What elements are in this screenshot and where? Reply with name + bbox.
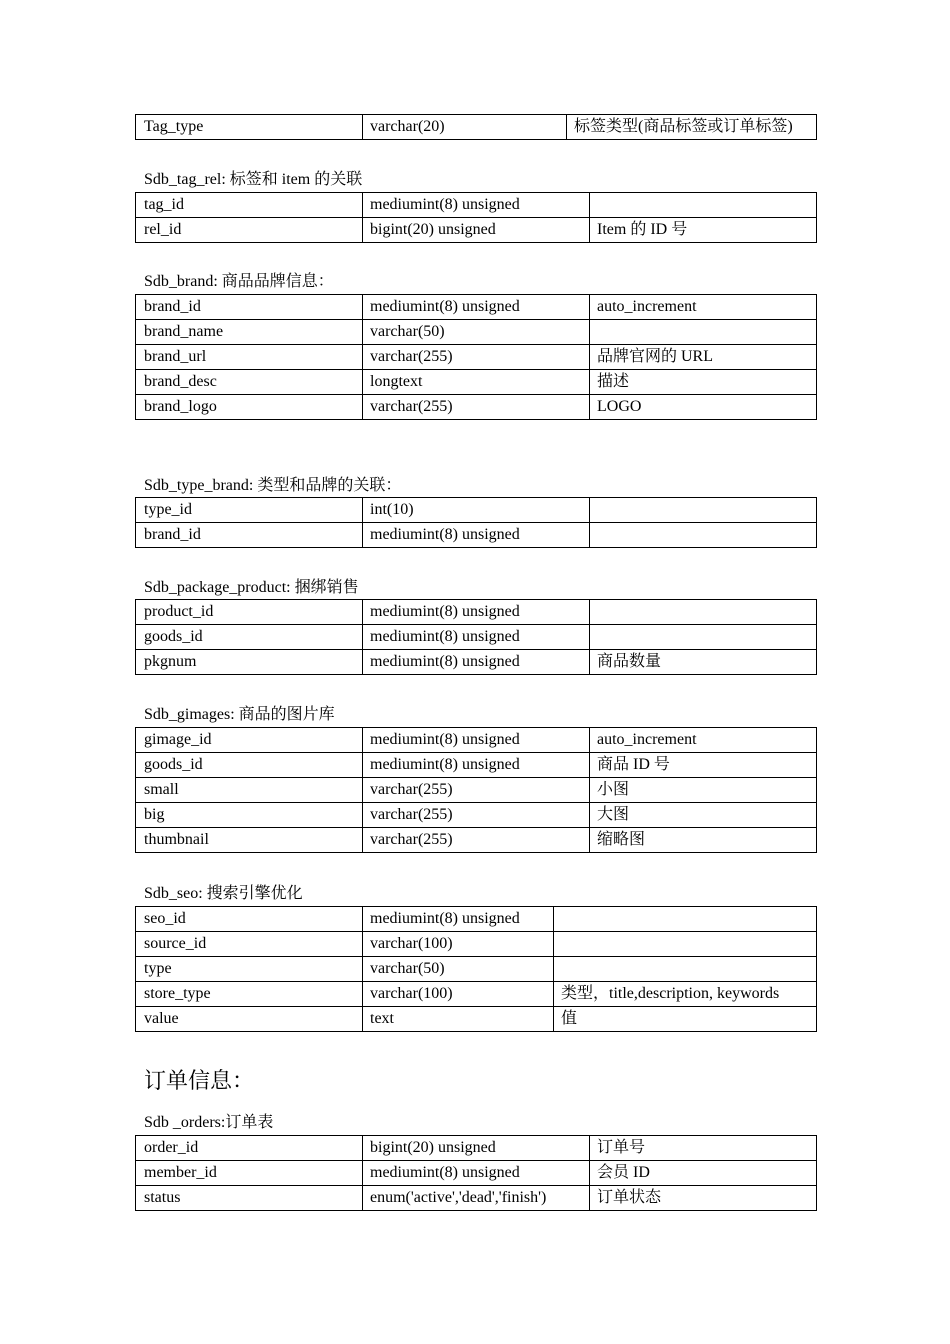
field-type: mediumint(8) unsigned bbox=[363, 625, 590, 650]
field-description: 值 bbox=[554, 1007, 817, 1032]
field-description: 类型，title,description, keywords bbox=[554, 982, 817, 1007]
field-type: varchar(50) bbox=[363, 320, 590, 345]
field-type: enum('active','dead','finish') bbox=[363, 1186, 590, 1211]
field-description: auto_increment bbox=[590, 295, 817, 320]
field-name: brand_name bbox=[136, 320, 363, 345]
field-description: 会员 ID bbox=[590, 1161, 817, 1186]
field-type: mediumint(8) unsigned bbox=[363, 295, 590, 320]
field-description: 大图 bbox=[590, 803, 817, 828]
field-name: brand_logo bbox=[136, 395, 363, 420]
field-name: brand_url bbox=[136, 345, 363, 370]
field-type: mediumint(8) unsigned bbox=[363, 753, 590, 778]
table-row bbox=[136, 193, 817, 218]
field-name: type_id bbox=[136, 498, 363, 523]
field-description: 描述 bbox=[590, 370, 817, 395]
table-row bbox=[136, 523, 817, 548]
field-type: mediumint(8) unsigned bbox=[363, 193, 590, 218]
field-description bbox=[554, 907, 817, 932]
field-name: big bbox=[136, 803, 363, 828]
field-type: varchar(255) bbox=[363, 395, 590, 420]
table-row bbox=[136, 728, 817, 753]
table-row bbox=[136, 753, 817, 778]
field-description bbox=[554, 957, 817, 982]
tag-table-continued bbox=[135, 114, 817, 140]
field-description: 小图 bbox=[590, 778, 817, 803]
field-description bbox=[590, 498, 817, 523]
table-caption-type-brand: Sdb_type_brand: 类型和品牌的关联： bbox=[144, 477, 402, 494]
field-description: 订单号 bbox=[590, 1136, 817, 1161]
section-heading-orders: 订单信息： bbox=[144, 1068, 255, 1093]
table-row bbox=[136, 932, 817, 957]
table-caption-orders: Sdb _orders:订单表 bbox=[144, 1114, 274, 1131]
field-name: product_id bbox=[136, 600, 363, 625]
table-row bbox=[136, 1136, 817, 1161]
table-row bbox=[136, 600, 817, 625]
field-name: member_id bbox=[136, 1161, 363, 1186]
field-type: mediumint(8) unsigned bbox=[363, 728, 590, 753]
table-row bbox=[136, 778, 817, 803]
field-type: varchar(255) bbox=[363, 803, 590, 828]
field-description: 标签类型(商品标签或订单标签) bbox=[567, 115, 817, 140]
table-row bbox=[136, 1186, 817, 1211]
field-type: varchar(100) bbox=[363, 932, 554, 957]
field-description bbox=[590, 193, 817, 218]
table-caption-seo: Sdb_seo: 搜索引擎优化 bbox=[144, 885, 303, 902]
field-type: longtext bbox=[363, 370, 590, 395]
table-row bbox=[136, 498, 817, 523]
field-type: varchar(20) bbox=[363, 115, 567, 140]
seo-table bbox=[135, 906, 817, 1032]
field-description: 商品 ID 号 bbox=[590, 753, 817, 778]
field-description bbox=[590, 600, 817, 625]
field-name: small bbox=[136, 778, 363, 803]
brand-table bbox=[135, 294, 817, 420]
table-row bbox=[136, 395, 817, 420]
table-row bbox=[136, 345, 817, 370]
field-name: thumbnail bbox=[136, 828, 363, 853]
field-description: 缩略图 bbox=[590, 828, 817, 853]
field-type: varchar(50) bbox=[363, 957, 554, 982]
table-row bbox=[136, 982, 817, 1007]
gimages-table bbox=[135, 727, 817, 853]
table-row bbox=[136, 218, 817, 243]
table-row bbox=[136, 828, 817, 853]
field-name: store_type bbox=[136, 982, 363, 1007]
table-row bbox=[136, 320, 817, 345]
field-description: 商品数量 bbox=[590, 650, 817, 675]
field-name: type bbox=[136, 957, 363, 982]
field-name: gimage_id bbox=[136, 728, 363, 753]
field-description: 品牌官网的 URL bbox=[590, 345, 817, 370]
table-caption-tag-rel: Sdb_tag_rel: 标签和 item 的关联 bbox=[144, 171, 363, 188]
field-name: pkgnum bbox=[136, 650, 363, 675]
field-name: brand_id bbox=[136, 523, 363, 548]
field-description: 订单状态 bbox=[590, 1186, 817, 1211]
field-type: mediumint(8) unsigned bbox=[363, 1161, 590, 1186]
table-row bbox=[136, 1007, 817, 1032]
package-product-table bbox=[135, 599, 817, 675]
orders-table bbox=[135, 1135, 817, 1211]
table-row bbox=[136, 650, 817, 675]
field-name: brand_desc bbox=[136, 370, 363, 395]
table-row bbox=[136, 957, 817, 982]
table-row bbox=[136, 907, 817, 932]
table-row bbox=[136, 1161, 817, 1186]
field-type: mediumint(8) unsigned bbox=[363, 600, 590, 625]
field-name: status bbox=[136, 1186, 363, 1211]
field-type: varchar(100) bbox=[363, 982, 554, 1007]
table-caption-gimages: Sdb_gimages: 商品的图片库 bbox=[144, 706, 335, 723]
field-description bbox=[590, 625, 817, 650]
table-row bbox=[136, 295, 817, 320]
field-type: mediumint(8) unsigned bbox=[363, 907, 554, 932]
table-caption-brand: Sdb_brand: 商品品牌信息： bbox=[144, 273, 334, 290]
field-name: seo_id bbox=[136, 907, 363, 932]
field-name: goods_id bbox=[136, 625, 363, 650]
field-type: text bbox=[363, 1007, 554, 1032]
field-type: mediumint(8) unsigned bbox=[363, 523, 590, 548]
field-name: brand_id bbox=[136, 295, 363, 320]
field-type: mediumint(8) unsigned bbox=[363, 650, 590, 675]
field-type: bigint(20) unsigned bbox=[363, 1136, 590, 1161]
field-type: varchar(255) bbox=[363, 778, 590, 803]
field-description bbox=[554, 932, 817, 957]
field-type: varchar(255) bbox=[363, 828, 590, 853]
type-brand-table bbox=[135, 497, 817, 548]
field-name: rel_id bbox=[136, 218, 363, 243]
field-name: goods_id bbox=[136, 753, 363, 778]
field-name: value bbox=[136, 1007, 363, 1032]
table-row bbox=[136, 115, 817, 140]
field-description bbox=[590, 320, 817, 345]
table-row bbox=[136, 803, 817, 828]
tag-rel-table bbox=[135, 192, 817, 243]
field-description bbox=[590, 523, 817, 548]
field-description: auto_increment bbox=[590, 728, 817, 753]
field-name: Tag_type bbox=[136, 115, 363, 140]
table-caption-package-product: Sdb_package_product: 捆绑销售 bbox=[144, 579, 359, 596]
field-type: varchar(255) bbox=[363, 345, 590, 370]
field-description: LOGO bbox=[590, 395, 817, 420]
field-type: int(10) bbox=[363, 498, 590, 523]
field-type: bigint(20) unsigned bbox=[363, 218, 590, 243]
field-name: source_id bbox=[136, 932, 363, 957]
table-row bbox=[136, 370, 817, 395]
field-description: Item 的 ID 号 bbox=[590, 218, 817, 243]
field-name: tag_id bbox=[136, 193, 363, 218]
table-row bbox=[136, 625, 817, 650]
field-name: order_id bbox=[136, 1136, 363, 1161]
